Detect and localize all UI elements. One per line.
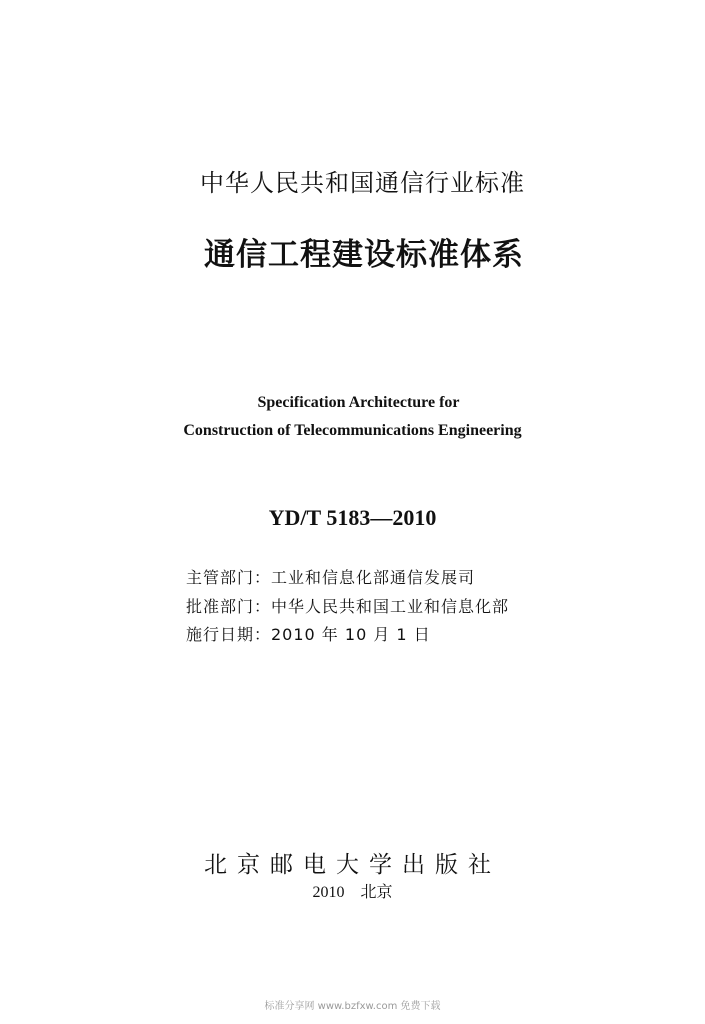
document-title-chinese: 通信工程建设标准体系: [204, 237, 524, 273]
competent-department: 主管部门：工业和信息化部通信发展司: [186, 568, 476, 587]
document-title-english-line-1: Specification Architecture for: [257, 394, 460, 411]
approval-department: 批准部门：中华人民共和国工业和信息化部: [186, 597, 510, 616]
standard-series-heading: 中华人民共和国通信行业标准: [200, 169, 525, 197]
publisher-name: 北京邮电大学出版社: [204, 852, 501, 878]
effective-date: 施行日期：2010 年 10 月 1 日: [186, 625, 431, 644]
document-title-english-line-2: Construction of Telecommunications Engineering: [183, 422, 522, 439]
standard-code: YD/T 5183—2010: [268, 505, 437, 530]
watermark-text: 标准分享网 www.bzfxw.com 免费下载: [264, 1001, 441, 1012]
publication-date-place: 2010 北京: [312, 884, 393, 901]
